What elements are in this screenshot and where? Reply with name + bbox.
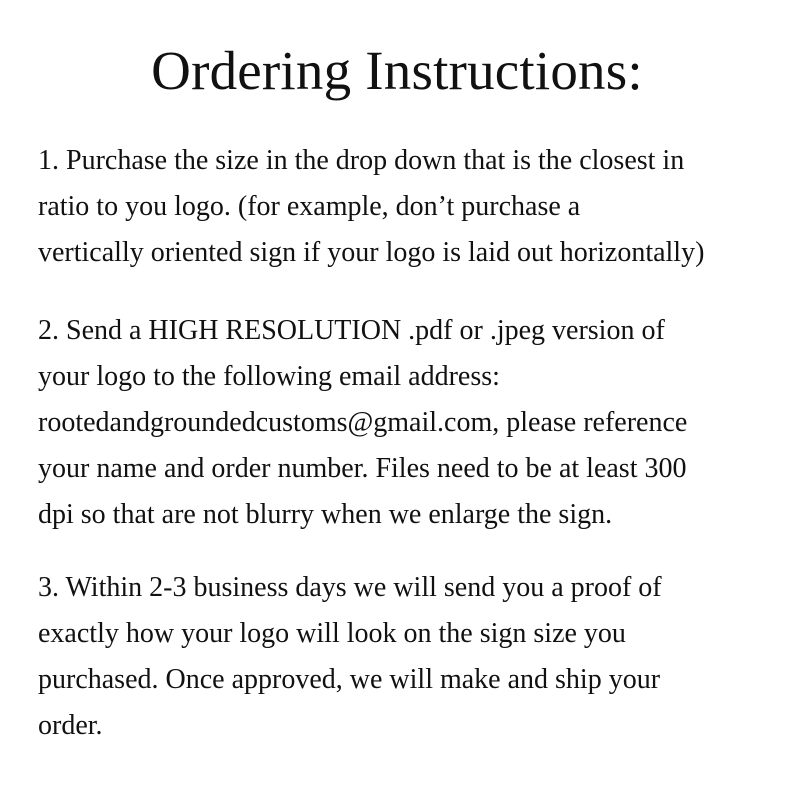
step-3-line: order. xyxy=(38,710,103,741)
step-3-line: exactly how your logo will look on the sign size you xyxy=(38,618,626,649)
step-2-paragraph xyxy=(38,308,768,538)
step-2-line: your logo to the following email address: xyxy=(38,361,500,392)
step-2-email-line: rootedandgroundedcustoms@gmail.com, please reference xyxy=(38,407,688,438)
step-3-line: purchased. Once approved, we will make and ship your xyxy=(38,664,661,695)
step-2-line: 2. Send a HIGH RESOLUTION .pdf or .jpeg version of xyxy=(38,315,665,346)
step-1-line: vertically oriented sign if your logo is laid out horizontally) xyxy=(38,237,705,268)
step-3-line: 3. Within 2-3 business days we will send you a proof of xyxy=(38,572,662,603)
step-3-paragraph xyxy=(38,565,768,749)
step-2-line: your name and order number. Files need to be at least 300 xyxy=(38,453,687,484)
step-1-line: ratio to you logo. (for example, don’t purchase a xyxy=(38,191,581,222)
page-title: Ordering Instructions: xyxy=(151,40,643,101)
step-2-line: dpi so that are not blurry when we enlarge the sign. xyxy=(38,499,613,530)
step-1-paragraph xyxy=(38,138,768,276)
step-1-line: 1. Purchase the size in the drop down that is the closest in xyxy=(38,145,685,176)
